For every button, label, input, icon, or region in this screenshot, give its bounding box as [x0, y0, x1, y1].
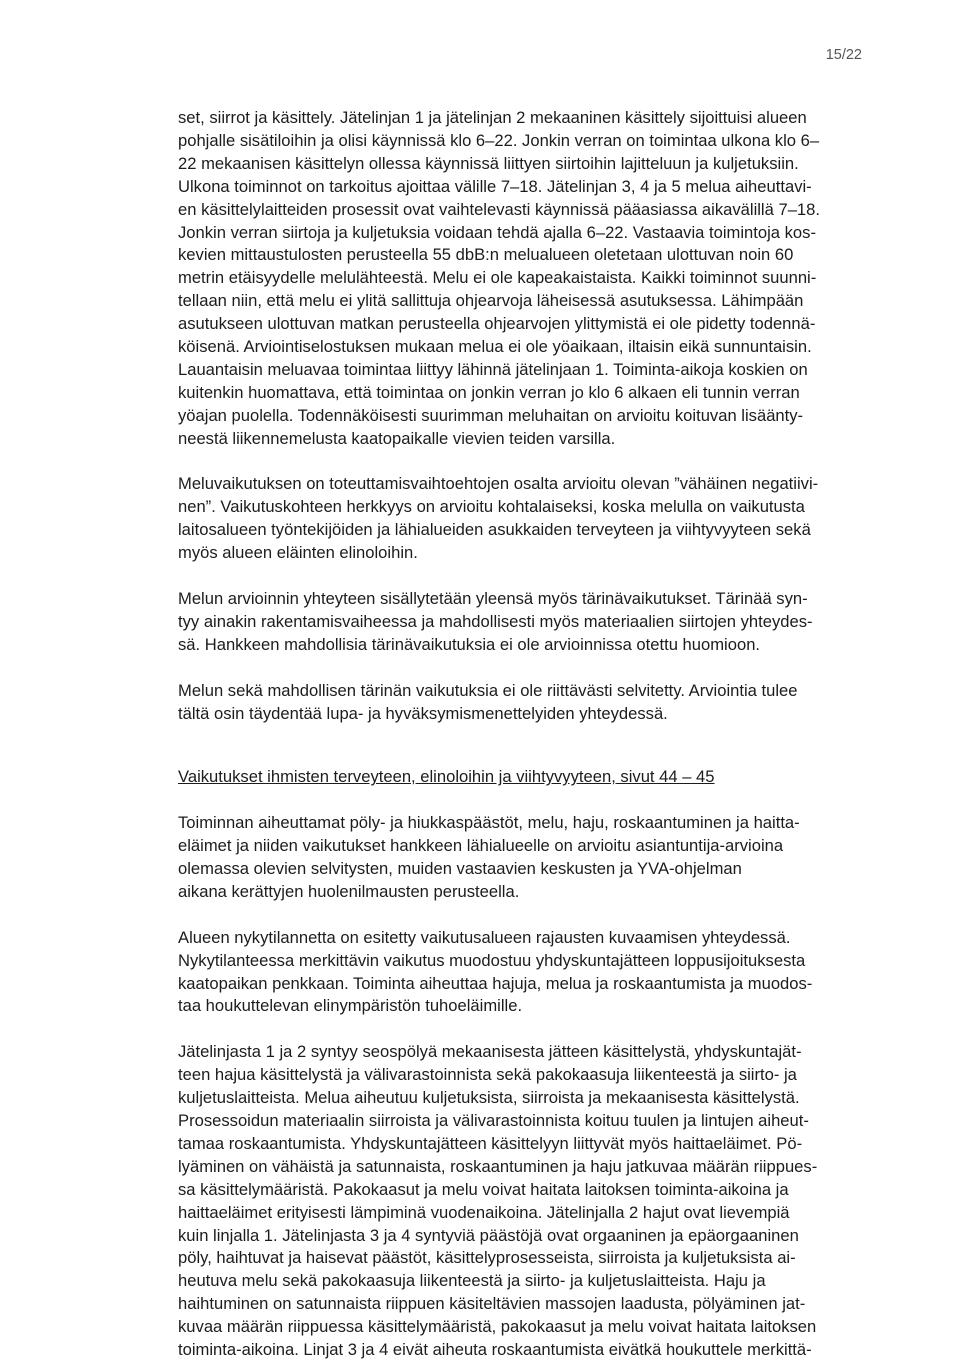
text-line: kaatopaikan penkkaan. Toiminta aiheuttaa hajuja, melua ja roskaantumista ja muodos- [178, 973, 813, 993]
text-line: kuvaa määrän riippuessa käsittelymääristä, pakokaasut ja melu voivat haitata laitoksen [178, 1317, 817, 1337]
text-line: tyy ainakin rakentamisvaiheessa ja mahdollisesti myös materiaalien siirtojen yhteydes- [178, 611, 813, 631]
text-line: kuin linjalla 1. Jätelinjasta 3 ja 4 syntyviä päästöjä ovat orgaaninen ja epäorgaaninen [178, 1225, 799, 1245]
text-line: kuitenkin huomattava, että toimintaa on jonkin verran jo klo 6 alkaen eli tunnin verran [178, 382, 800, 402]
text-line: sa käsittelymääristä. Pakokaasut ja melu voivat haitata laitoksen toiminta-aikoina ja [178, 1179, 789, 1199]
text-line: haihtuminen on satunnaista riippuen käsiteltävien massojen laadusta, pölyäminen jat- [178, 1294, 806, 1314]
text-line: lyäminen on vähäistä ja satunnaista, roskaantuminen ja haju jatkuvaa määrän riippues- [178, 1156, 818, 1176]
text-line: Melun arvioinnin yhteyteen sisällytetään yleensä myös tärinävaikutukset. Tärinää syn- [178, 589, 808, 608]
paragraph-current-state [178, 927, 890, 1019]
text-line: set, siirrot ja käsittely. Jätelinjan 1 ja jätelinjan 2 mekaaninen käsittely sijoittuisi alueen [178, 108, 807, 127]
text-line: Ulkona toiminnot on tarkoitus ajoittaa välille 7–18. Jätelinjan 3, 4 ja 5 melua aiheuttavi- [178, 176, 812, 196]
page-number: 15/22 [825, 47, 862, 63]
text-line: eläimet ja niiden vaikutukset hankkeen lähialueelle on arvioitu asiantuntija-arvioina [178, 836, 784, 856]
text-line: Alueen nykytilannetta on esitetty vaikutusalueen rajausten kuvaamisen yhteydessä. [178, 927, 791, 947]
text-line: köisenä. Arviointiselostuksen mukaan melua ei ole yöaikaan, iltaisin eikä sunnuntaisin. [178, 337, 812, 357]
text-line: Nykytilanteessa merkittävin vaikutus muodostuu yhdyskuntajätteen loppusijoituksesta [178, 950, 806, 970]
text-line: Jätelinjasta 1 ja 2 syntyy seospölyä mekaanisesta jätteen käsittelystä, yhdyskuntajät- [178, 1042, 802, 1062]
text-line: Toiminnan aiheuttamat pöly- ja hiukkaspäästöt, melu, haju, roskaantuminen ja haitta- [178, 813, 800, 833]
text-line: yöajan puolella. Todennäköisesti suurimman meluhaitan on arvioitu koituvan lisäänty- [178, 405, 804, 425]
text-line: Jonkin verran siirtoja ja kuljetuksia voidaan tehdä ajalla 6–22. Vastaavia toimintoja kos- [178, 222, 816, 242]
text-line: sä. Hankkeen mahdollisia tärinävaikutuksia ei ole arvioinnissa otettu huomioon. [178, 634, 761, 654]
text-line: nen”. Vaikutuskohteen herkkyys on arvioitu kohtalaiseksi, koska melulla on vaikutusta [178, 497, 805, 517]
text-line: toiminta-aikoina. Linjat 3 ja 4 eivät aiheuta roskaantumista eivätkä houkuttele merkittä- [178, 1340, 812, 1360]
text-line: pöly, haihtuvat ja haisevat päästöt, käsittelyprosesseista, siirroista ja kuljetuksista ai- [178, 1248, 796, 1268]
text-line: taa houkuttelevan elinympäristön tuhoeläimille. [178, 996, 523, 1016]
text-line: Prosessoidun materiaalin siirroista ja välivarastoinnista koituu tuulen ja lintujen aiheut- [178, 1110, 809, 1130]
text-line: myös alueen eläinten elinoloihin. [178, 543, 418, 563]
text-line: Meluvaikutuksen on toteuttamisvaihtoehtojen osalta arvioitu olevan ”vähäinen negatiivi- [178, 474, 819, 494]
text-line: Lauantaisin meluavaa toimintaa liittyy lähinnä jätelinjaan 1. Toiminta-aikoja koskien on [178, 359, 808, 379]
text-line: teen hajua käsittelystä ja välivarastoinnista sekä pakokaasuja liikenteestä ja siirto- ja [178, 1065, 797, 1085]
paragraph-noise-assessment [178, 473, 890, 565]
text-line: kevien mittaustulosten perusteella 55 dbB:n melualueen oletetaan ulottuvan noin 60 [178, 245, 794, 265]
text-line: asutukseen ulottuvan matkan perusteella ohjearvojen ylittymistä ei ole pidetty todennä- [178, 314, 816, 334]
text-line: pohjalle sisätiloihin ja olisi käynnissä klo 6–22. Jonkin verran on toimintaa ulkona klo 6– [178, 130, 820, 150]
text-line: haittaeläimet erityisesti lämpiminä vuodenaikoina. Jätelinjalla 2 hajut ovat lievempiä [178, 1202, 790, 1222]
paragraph-vibration [178, 588, 890, 657]
text-line: tellaan niin, että melu ei ylitä sallittuja ohjearvoja läheisessä asutuksessa. Lähimpään [178, 291, 804, 311]
text-line: Melun sekä mahdollisen tärinän vaikutuksia ei ole riittävästi selvitetty. Arviointia tulee [178, 680, 798, 700]
section-heading-text: Vaikutukset ihmisten terveyteen, elinoloihin ja viihtyvyyteen, sivut 44 – 45 [178, 767, 715, 787]
text-line: metrin etäisyydelle melulähteestä. Melu ei ole kapeakaistaista. Kaikki toiminnot suunni- [178, 268, 817, 288]
text-line: heutuva melu sekä pakokaasuja liikenteestä ja siirto- ja kuljetuslaitteista. Haju ja [178, 1271, 766, 1291]
document-body [178, 107, 890, 1362]
section-heading [178, 766, 890, 789]
text-line: tältä osin täydentää lupa- ja hyväksymismenettelyiden yhteydessä. [178, 703, 668, 723]
paragraph-conclusion [178, 680, 890, 726]
text-line: tamaa roskaantumista. Yhdyskuntajätteen käsittelyyn liittyvät myös haittaeläimet. Pö- [178, 1133, 803, 1153]
text-line: en käsittelylaitteiden prosessit ovat vaihtelevasti käynnissä pääasiassa aikavälillä 7–18. [178, 199, 820, 219]
text-line: kuljetuslaitteista. Melua aiheutuu kuljetuksista, siirroista ja mekaanisesta käsittelystä. [178, 1088, 800, 1108]
paragraph-noise-activities [178, 107, 890, 451]
text-line: 22 mekaanisen käsittelyn ollessa käynnissä liittyen siirtoihin lajitteluun ja kuljetuksiin. [178, 153, 799, 173]
paragraph-waste-lines [178, 1041, 890, 1362]
text-line: neestä liikennemelusta kaatopaikalle vievien teiden varsilla. [178, 428, 616, 448]
text-line: laitosalueen työntekijöiden ja lähialueiden asukkaiden terveyteen ja viihtyvyyteen sekä [178, 520, 811, 540]
text-line: olemassa olevien selvitysten, muiden vastaavien keskusten ja YVA-ohjelman [178, 859, 742, 879]
text-line: aikana kerättyjen huolenilmausten perusteella. [178, 881, 520, 901]
paragraph-health-impacts [178, 812, 890, 904]
